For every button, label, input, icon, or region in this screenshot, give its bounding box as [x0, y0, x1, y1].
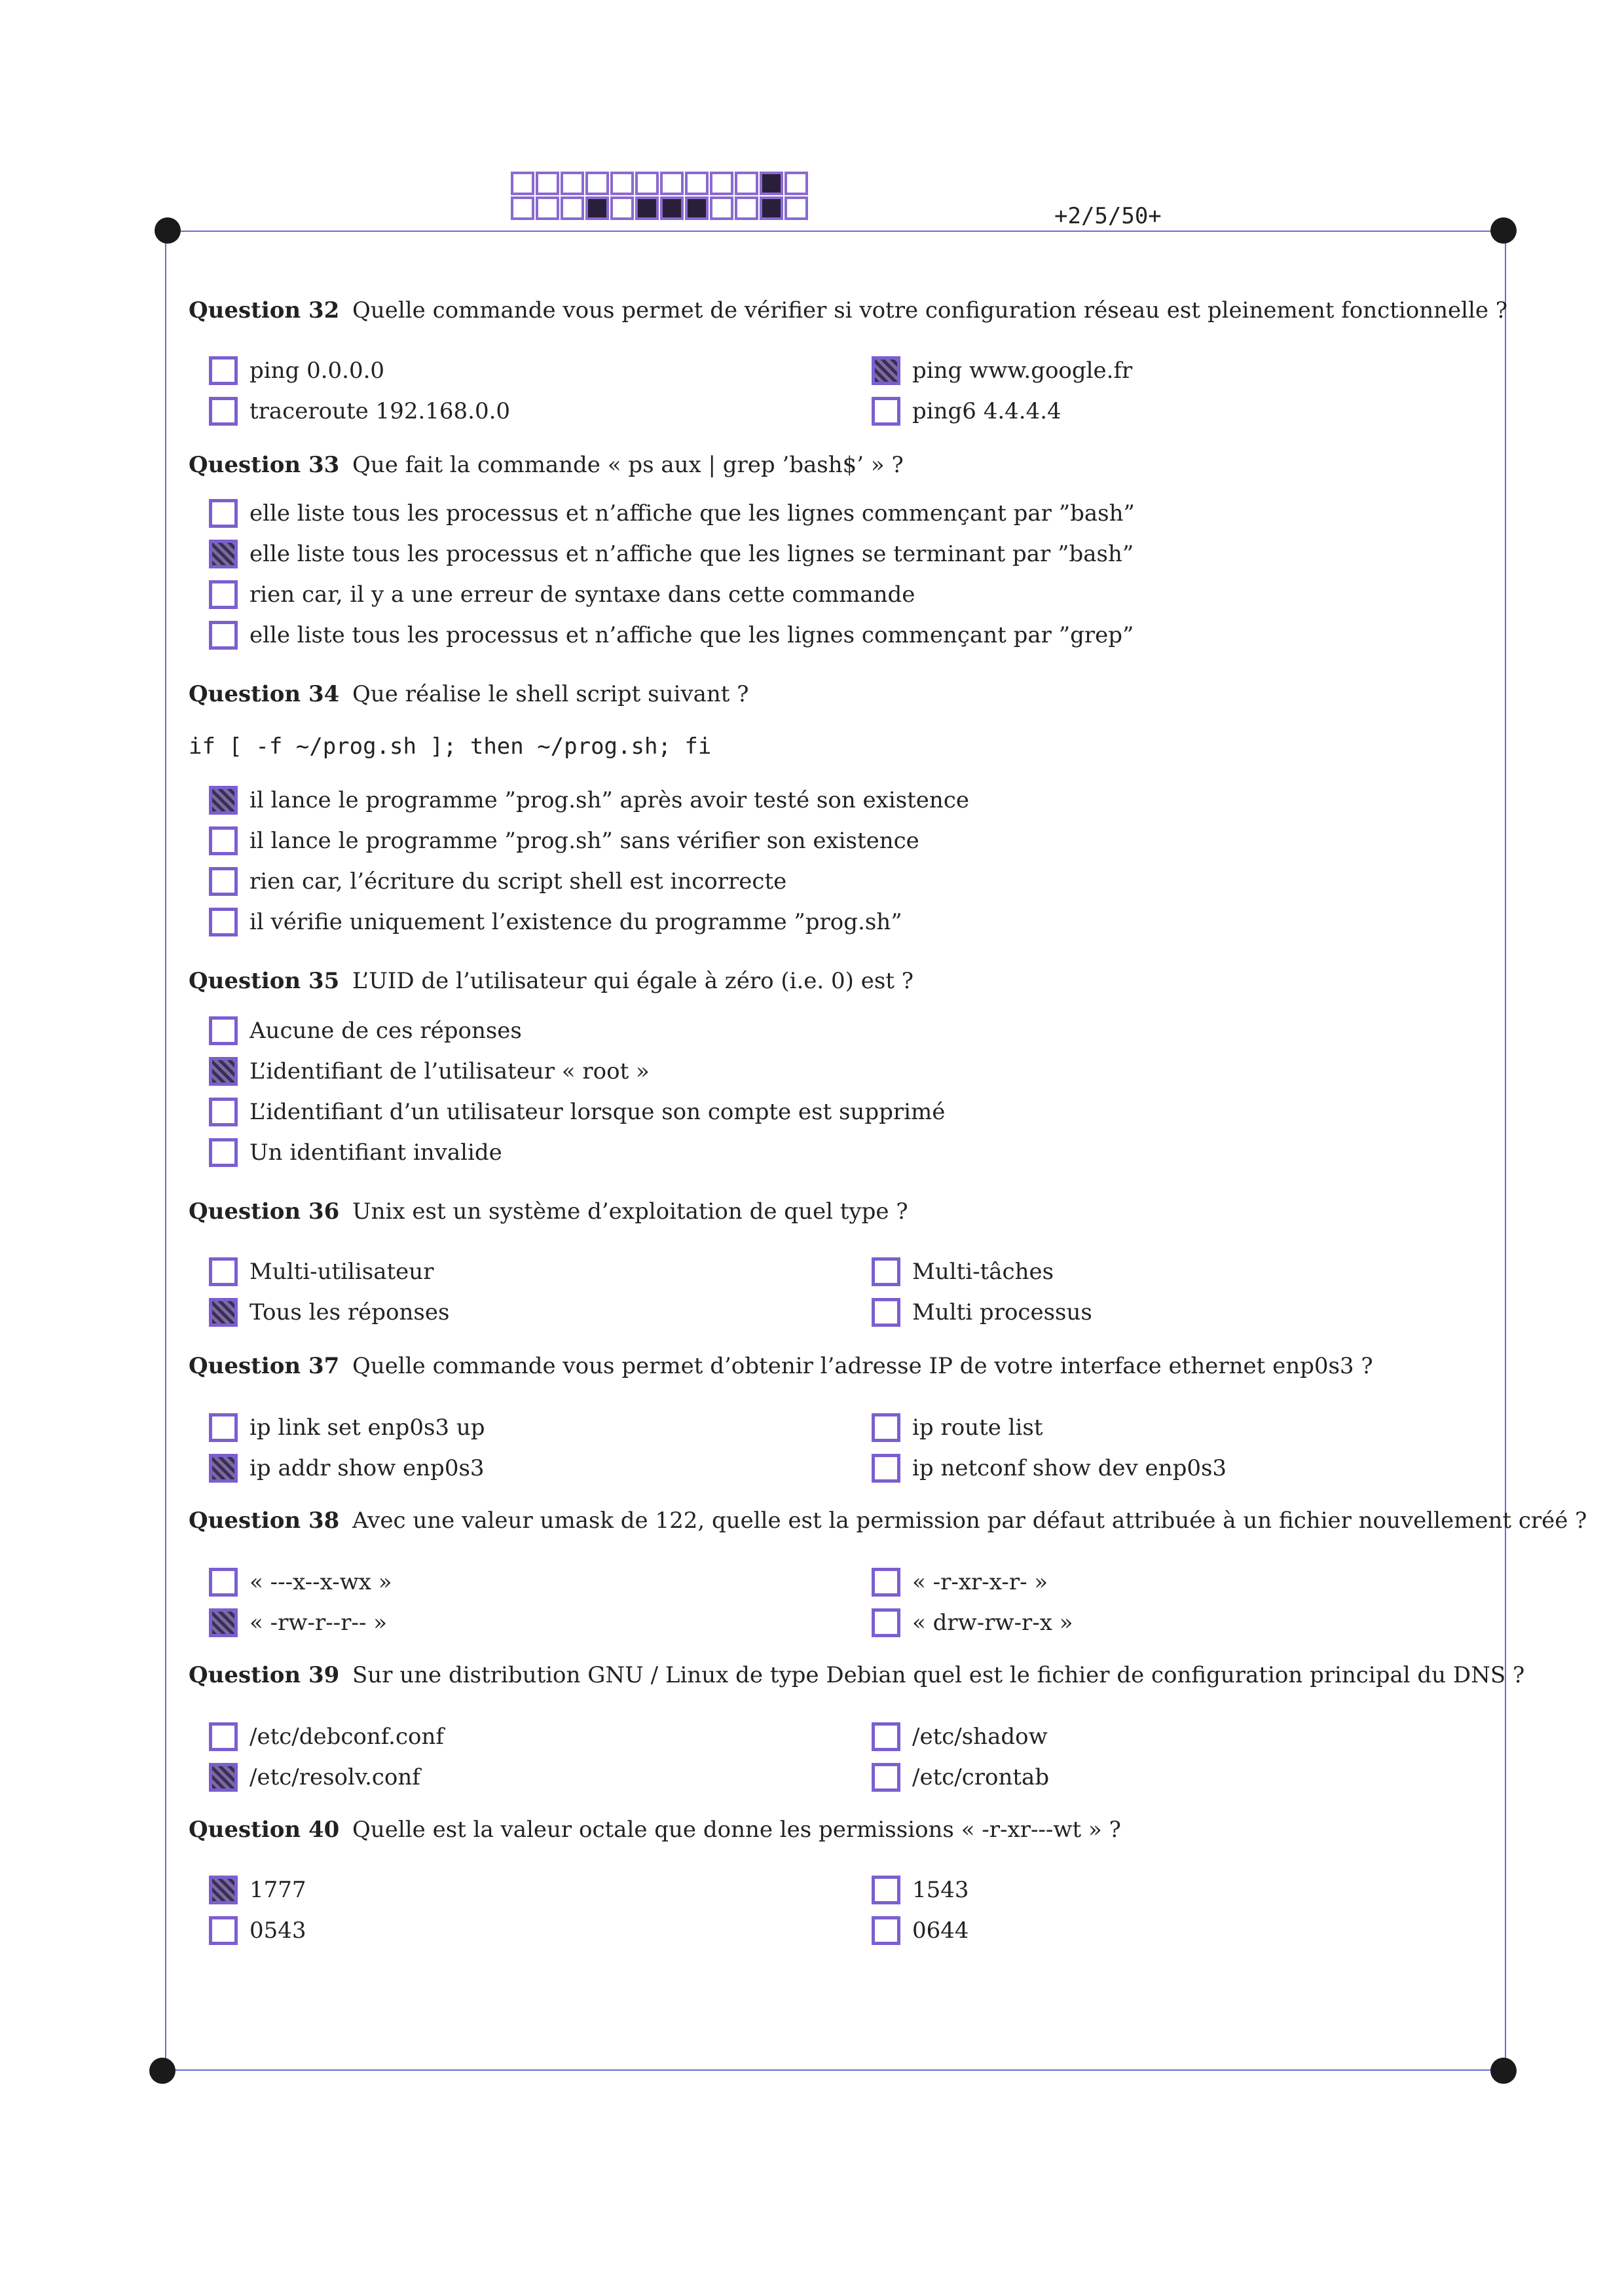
question-header [189, 1353, 1373, 1379]
id-code-cell [685, 172, 709, 195]
answer-option-label: ip link set enp0s3 up [249, 1415, 485, 1441]
answer-option[interactable] [872, 356, 1132, 385]
answer-option[interactable] [209, 1722, 444, 1751]
answer-option[interactable] [209, 1057, 650, 1086]
checkbox[interactable] [209, 867, 238, 896]
checkbox[interactable] [872, 1722, 900, 1751]
answer-option[interactable] [209, 1413, 485, 1442]
answer-option[interactable] [209, 1608, 387, 1637]
answer-option-label: 1543 [912, 1877, 969, 1903]
checkbox[interactable] [209, 499, 238, 528]
id-code-cell [635, 172, 659, 195]
corner-mark-bottom-left [149, 2058, 175, 2084]
checkbox[interactable] [209, 1916, 238, 1945]
answer-option-label: Multi-tâches [912, 1259, 1054, 1285]
question-header [189, 681, 748, 707]
answer-option[interactable] [209, 867, 786, 896]
question-text: Quelle est la valeur octale que donne les permissions « -r-xr---wt » ? [352, 1817, 1121, 1843]
id-code-cell [760, 172, 783, 195]
id-code-cell [735, 172, 758, 195]
checkbox[interactable] [209, 580, 238, 609]
question-text: L’UID de l’utilisateur qui égale à zéro (i.e. 0) est ? [352, 968, 914, 994]
id-code-cell [536, 196, 559, 220]
question-header [189, 1662, 1524, 1688]
question-number: Question 36 [189, 1198, 340, 1225]
answer-option-label: Un identifiant invalide [249, 1139, 502, 1166]
checkbox[interactable] [872, 1257, 900, 1286]
checkbox[interactable] [872, 1413, 900, 1442]
checked-checkbox[interactable] [209, 1057, 238, 1086]
question-text: Avec une valeur umask de 122, quelle est la permission par défaut attribuée à un fichier nouvellement créé ? [352, 1508, 1587, 1534]
checkbox[interactable] [872, 397, 900, 426]
answer-option[interactable] [872, 1454, 1227, 1483]
corner-mark-bottom-right [1490, 2058, 1517, 2084]
answer-option-label: /etc/shadow [912, 1724, 1048, 1750]
checkbox[interactable] [872, 1608, 900, 1637]
checked-checkbox[interactable] [209, 786, 238, 815]
answer-option-label: L’identifiant de l’utilisateur « root » [249, 1058, 650, 1084]
answer-option[interactable] [872, 1568, 1048, 1597]
answer-option-label: il lance le programme ”prog.sh” sans vérifier son existence [249, 828, 919, 854]
checkbox[interactable] [209, 356, 238, 385]
answer-option-label: Multi processus [912, 1299, 1092, 1325]
answer-option-label: elle liste tous les processus et n’affiche que les lignes commençant par ”grep” [249, 622, 1134, 648]
answer-option[interactable] [209, 826, 919, 855]
answer-option-label: ping6 4.4.4.4 [912, 398, 1061, 424]
question-number: Question 34 [189, 681, 340, 707]
checkbox[interactable] [872, 1763, 900, 1792]
question-header [189, 297, 1507, 324]
question-header [189, 1817, 1121, 1843]
checkbox[interactable] [209, 621, 238, 650]
answer-option-label: ip netconf show dev enp0s3 [912, 1455, 1227, 1481]
answer-option[interactable] [209, 1916, 306, 1945]
id-code-cell [585, 172, 609, 195]
checkbox[interactable] [209, 1568, 238, 1597]
checked-checkbox[interactable] [872, 356, 900, 385]
id-code-cell [585, 196, 609, 220]
answer-option[interactable] [209, 621, 1134, 650]
id-code-cell [710, 196, 733, 220]
id-code-cell [635, 196, 659, 220]
checked-checkbox[interactable] [209, 540, 238, 568]
student-id-code [511, 172, 808, 220]
checkbox[interactable] [209, 1413, 238, 1442]
id-code-cell [710, 172, 733, 195]
checkbox[interactable] [209, 1138, 238, 1167]
answer-option-label: L’identifiant d’un utilisateur lorsque son compte est supprimé [249, 1099, 946, 1125]
answer-option-label: Multi-utilisateur [249, 1259, 434, 1285]
checked-checkbox[interactable] [209, 1454, 238, 1483]
question-number: Question 35 [189, 968, 340, 994]
answer-option[interactable] [209, 1257, 434, 1286]
answer-option[interactable] [209, 786, 969, 815]
answer-option-label: ping www.google.fr [912, 358, 1133, 384]
code-snippet: if [ -f ~/prog.sh ]; then ~/prog.sh; fi [189, 733, 712, 760]
question-text: Sur une distribution GNU / Linux de type Debian quel est le fichier de configuration principal du DNS ? [352, 1662, 1525, 1688]
answer-option-label: il vérifie uniquement l’existence du programme ”prog.sh” [249, 909, 902, 935]
answer-option[interactable] [872, 1916, 969, 1945]
checkbox[interactable] [209, 1098, 238, 1126]
checkbox[interactable] [209, 1016, 238, 1045]
question-text: Quelle commande vous permet de vérifier si votre configuration réseau est pleinement fonctionnelle ? [352, 297, 1508, 324]
checked-checkbox[interactable] [209, 1763, 238, 1792]
answer-option[interactable] [209, 1454, 485, 1483]
id-code-cell [784, 196, 808, 220]
answer-option[interactable] [209, 397, 510, 426]
id-code-cell [536, 172, 559, 195]
question-number: Question 32 [189, 297, 340, 324]
checkbox[interactable] [872, 1568, 900, 1597]
question-header [189, 452, 904, 478]
id-code-cell [685, 196, 709, 220]
answer-option[interactable] [872, 1876, 969, 1904]
question-text: Que réalise le shell script suivant ? [352, 681, 749, 707]
checked-checkbox[interactable] [209, 1876, 238, 1904]
page-identifier: +2/5/50+ [1054, 203, 1162, 229]
checkbox[interactable] [209, 397, 238, 426]
answer-option[interactable] [209, 356, 384, 385]
question-header [189, 1508, 1587, 1534]
answer-option-label: « -rw-r--r-- » [249, 1610, 388, 1636]
answer-option-label: elle liste tous les processus et n’affiche que les lignes commençant par ”bash” [249, 500, 1135, 527]
answer-option-label: ip route list [912, 1415, 1043, 1441]
checkbox[interactable] [872, 1876, 900, 1904]
question-text: Que fait la commande « ps aux | grep ’bash$’ » ? [352, 452, 904, 478]
corner-mark-top-right [1490, 217, 1517, 244]
answer-option[interactable] [872, 1608, 1073, 1637]
id-code-cell [735, 196, 758, 220]
answer-option[interactable] [872, 1257, 1054, 1286]
question-header [189, 968, 913, 994]
checked-checkbox[interactable] [209, 1298, 238, 1327]
answer-option-label: elle liste tous les processus et n’affiche que les lignes se terminant par ”bash” [249, 541, 1134, 567]
answer-option-label: Tous les réponses [249, 1299, 450, 1325]
answer-option-label: rien car, l’écriture du script shell est incorrecte [249, 868, 787, 895]
checkbox[interactable] [209, 1257, 238, 1286]
answer-option-label: /etc/resolv.conf [249, 1764, 420, 1790]
answer-option[interactable] [872, 1722, 1048, 1751]
question-number: Question 33 [189, 452, 340, 478]
answer-option-label: traceroute 192.168.0.0 [249, 398, 511, 424]
question-number: Question 40 [189, 1817, 340, 1843]
answer-option[interactable] [872, 1763, 1049, 1792]
answer-option[interactable] [209, 1138, 502, 1167]
id-code-cell [760, 196, 783, 220]
answer-option[interactable] [209, 540, 1134, 568]
answer-option-label: « -r-xr-x-r- » [912, 1569, 1048, 1595]
answer-option-label: 0543 [249, 1917, 306, 1944]
id-code-cell [660, 196, 684, 220]
answer-option[interactable] [209, 580, 915, 609]
id-code-cell [511, 172, 534, 195]
answer-option-label: ping 0.0.0.0 [249, 358, 385, 384]
answer-option-label: « ---x--x-wx » [249, 1569, 392, 1595]
answer-option[interactable] [209, 1568, 392, 1597]
id-code-cell [784, 172, 808, 195]
id-code-cell [610, 172, 634, 195]
question-header [189, 1198, 908, 1225]
question-text: Unix est un système d’exploitation de quel type ? [352, 1198, 908, 1225]
answer-option-label: « drw-rw-r-x » [912, 1610, 1073, 1636]
checked-checkbox[interactable] [209, 1608, 238, 1637]
answer-option[interactable] [872, 1413, 1043, 1442]
answer-option-label: ip addr show enp0s3 [249, 1455, 485, 1481]
checkbox[interactable] [209, 1722, 238, 1751]
checkbox[interactable] [209, 908, 238, 936]
question-number: Question 38 [189, 1508, 340, 1534]
answer-option[interactable] [209, 908, 902, 936]
answer-option-label: /etc/crontab [912, 1764, 1050, 1790]
answer-option[interactable] [209, 499, 1135, 528]
answer-option[interactable] [209, 1016, 522, 1045]
answer-option[interactable] [872, 397, 1061, 426]
checkbox[interactable] [872, 1454, 900, 1483]
question-number: Question 37 [189, 1353, 340, 1379]
checkbox[interactable] [872, 1916, 900, 1945]
question-text: Quelle commande vous permet d’obtenir l’adresse IP de votre interface ethernet enp0s3 ? [352, 1353, 1373, 1379]
corner-mark-top-left [155, 217, 181, 244]
checkbox[interactable] [872, 1298, 900, 1327]
answer-option[interactable] [209, 1298, 449, 1327]
answer-option[interactable] [209, 1876, 306, 1904]
answer-option-label: il lance le programme ”prog.sh” après avoir testé son existence [249, 787, 969, 813]
answer-option[interactable] [209, 1098, 945, 1126]
answer-option-label: 1777 [249, 1877, 306, 1903]
id-code-cell [511, 196, 534, 220]
answer-option-label: Aucune de ces réponses [249, 1018, 522, 1044]
answer-option[interactable] [872, 1298, 1092, 1327]
answer-option[interactable] [209, 1763, 420, 1792]
answer-option-label: 0644 [912, 1917, 969, 1944]
id-code-cell [561, 196, 584, 220]
checkbox[interactable] [209, 826, 238, 855]
id-code-cell [561, 172, 584, 195]
id-code-cell [660, 172, 684, 195]
answer-option-label: rien car, il y a une erreur de syntaxe dans cette commande [249, 582, 915, 608]
question-number: Question 39 [189, 1662, 340, 1688]
id-code-cell [610, 196, 634, 220]
answer-option-label: /etc/debconf.conf [249, 1724, 444, 1750]
